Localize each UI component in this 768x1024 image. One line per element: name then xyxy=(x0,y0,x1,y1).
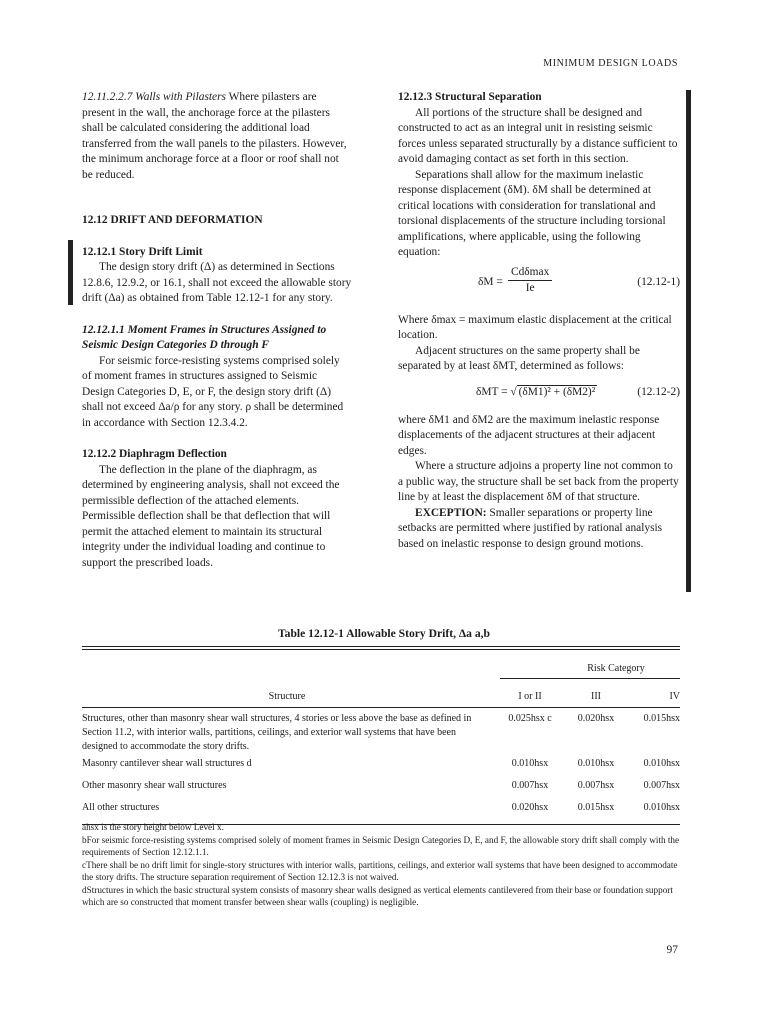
exception xyxy=(398,506,680,553)
row-value-iii: 0.010hsx xyxy=(577,758,615,769)
heading-structural-separation: 12.12.3 Structural Separation xyxy=(398,91,542,103)
separation-paragraph-4: Adjacent structures on the same property shall be separated by at least δMT, determined as follows: xyxy=(398,344,640,372)
row-value-i-ii: 0.010hsx xyxy=(511,758,549,769)
equation-radicand: (δM1)² + (δM2)² xyxy=(518,385,596,398)
exception-label: EXCEPTION: xyxy=(415,506,487,519)
equation-12-12-2 xyxy=(398,379,680,409)
table-title: Table 12.12-1 Allowable Story Drift, Δa a,b xyxy=(278,627,490,640)
story-drift-limit-text: The design story drift (Δ) as determined in Sections 12.8.6, 12.9.2, or 16.1, shall not exceed the allowable story drift (Δa) as obtained from Table 12.12-1 for any story. xyxy=(82,261,352,304)
row-structure: Other masonry shear wall structures xyxy=(82,780,227,791)
separation-paragraph-6: Where a structure adjoins a property line not common to a public way, the structure shall be set back from the property line by at least the displacement δM of that structure. xyxy=(398,460,679,503)
heading-story-drift-limit: 12.12.1 Story Drift Limit xyxy=(82,245,203,258)
row-structure: Masonry cantilever shear wall structures d xyxy=(82,758,252,769)
table-note: cThere shall be no drift limit for single-story structures with interior walls, partitions, ceilings, and exterior wall systems that have been designed to accommodate the story drifts. The structure separation requirement of Section 12.12.3 is not waived. xyxy=(82,859,678,882)
allowable-story-drift-table xyxy=(82,646,680,825)
equation-number: (12.12-2) xyxy=(637,385,680,398)
left-column xyxy=(82,90,352,571)
heading-diaphragm-deflection: 12.12.2 Diaphragm Deflection xyxy=(82,448,227,460)
row-value-iv: 0.010hsx xyxy=(643,802,680,813)
row-value-i-ii: 0.007hsx xyxy=(511,780,549,791)
change-bar-right xyxy=(686,90,691,592)
row-value-i-ii: 0.025hsx c xyxy=(508,713,552,724)
change-bar-left xyxy=(68,240,73,305)
heading-moment-frames: 12.12.1.1 Moment Frames in Structures Assigned to Seismic Design Categories D through F xyxy=(82,323,327,351)
header-iii: III xyxy=(591,691,601,702)
equation-lhs: δM = xyxy=(478,275,503,288)
row-value-iv: 0.007hsx xyxy=(643,780,680,791)
page-number: 97 xyxy=(666,944,678,956)
risk-category-header: Risk Category xyxy=(587,663,645,674)
table-row xyxy=(82,776,680,798)
section-text: Where pilasters are present in the wall, the anchorage force at the pilasters shall be calculated considering the additional load transferred from the wall panels to the pilasters. However, the minimum anchorage force at a floor or roof shall not be reduced. xyxy=(82,91,347,181)
equation-expression: δMT = √ (δM1)² + (δM2)² xyxy=(476,385,596,398)
moment-frames-text: For seismic force-resisting systems comprised solely of moment frames in structures assigned to Seismic Design Categories D, E, or F, the design story drift (Δ) shall not exceed Δa/ρ for any story. ρ shall be determined in accordance with Section 12.3.4.2. xyxy=(82,354,344,429)
header-structure: Structure xyxy=(268,691,306,702)
separation-paragraph-1: All portions of the structure shall be designed and constructed to act as an integral unit in resisting seismic forces unless separated structurally by a distance sufficient to avoid damaging contact as set forth in this section. xyxy=(398,106,678,165)
running-head: MINIMUM DESIGN LOADS xyxy=(543,58,678,69)
table-notes xyxy=(82,821,680,909)
table-header-row xyxy=(82,679,680,707)
row-structure: All other structures xyxy=(82,802,160,813)
equation-lhs: δMT = xyxy=(476,385,508,398)
header-i-or-ii: I or II xyxy=(518,691,542,702)
separation-paragraph-2: Separations shall allow for the maximum inelastic response displacement (δM). δM shall be determined at critical locations with consideration for translational and torsional displacements of the structure including torsional amplifications, where applicable, using the following equation: xyxy=(398,168,666,258)
equation-fraction xyxy=(508,265,552,297)
row-value-iii: 0.015hsx xyxy=(577,802,615,813)
row-value-iv: 0.015hsx xyxy=(643,713,680,724)
header-iv: IV xyxy=(669,691,680,702)
table-note: ahsx is the story height below Level x. xyxy=(82,822,224,832)
row-structure: Structures, other than masonry shear wall structures, 4 stories or less above the base as defined in Section 11.2, with interior walls, partitions, ceilings, and exterior wall systems that have been designed to accommodate the story drifts. xyxy=(82,713,472,752)
table-note: bFor seismic force-resisting systems comprised solely of moment frames in Seismic Design Categories D, E, and F, the allowable story drift shall comply with the requirements of Section 12.12.1.1. xyxy=(82,834,680,857)
table-note: dStructures in which the basic structural system consists of masonry shear walls designed as vertical elements cantilevered from their base or foundation support which are so constructed that moment transfer between shear walls (coupling) is negligible. xyxy=(82,884,673,907)
equation-number: (12.12-1) xyxy=(637,275,680,288)
row-value-iii: 0.020hsx xyxy=(577,713,615,724)
equation-12-12-1 xyxy=(398,265,680,305)
exception-text: Smaller separations or property line setbacks are permitted where justified by rational analysis based on inelastic response to design ground motions. xyxy=(398,506,663,550)
separation-paragraph-3: Where δmax = maximum elastic displacement at the critical location. xyxy=(398,313,672,341)
table-row xyxy=(82,798,680,820)
fraction-numerator: Cdδmax xyxy=(508,265,552,282)
right-column xyxy=(398,90,680,552)
row-value-iii: 0.007hsx xyxy=(577,780,615,791)
section-walls-with-pilasters xyxy=(82,90,352,183)
heading-drift-and-deformation: 12.12 DRIFT AND DEFORMATION xyxy=(82,214,263,226)
diaphragm-deflection-text: The deflection in the plane of the diaphragm, as determined by engineering analysis, shall not exceed the permissible deflection of the attached elements. Permissible deflection shall be that deflection that will permit the attached element to maintain its structural integrity under the individual loading and continue to support the prescribed loads. xyxy=(82,463,340,569)
fraction-denominator: Ie xyxy=(525,282,535,294)
table-group-header-row xyxy=(82,650,680,678)
table-row xyxy=(82,708,680,754)
row-value-iv: 0.010hsx xyxy=(643,758,680,769)
separation-paragraph-5: where δM1 and δM2 are the maximum inelastic response displacements of the adjacent structures at their adjacent edges. xyxy=(398,413,660,457)
section-title: 12.11.2.2.7 Walls with Pilasters xyxy=(82,91,226,103)
table-row xyxy=(82,754,680,776)
row-value-i-ii: 0.020hsx xyxy=(511,802,549,813)
